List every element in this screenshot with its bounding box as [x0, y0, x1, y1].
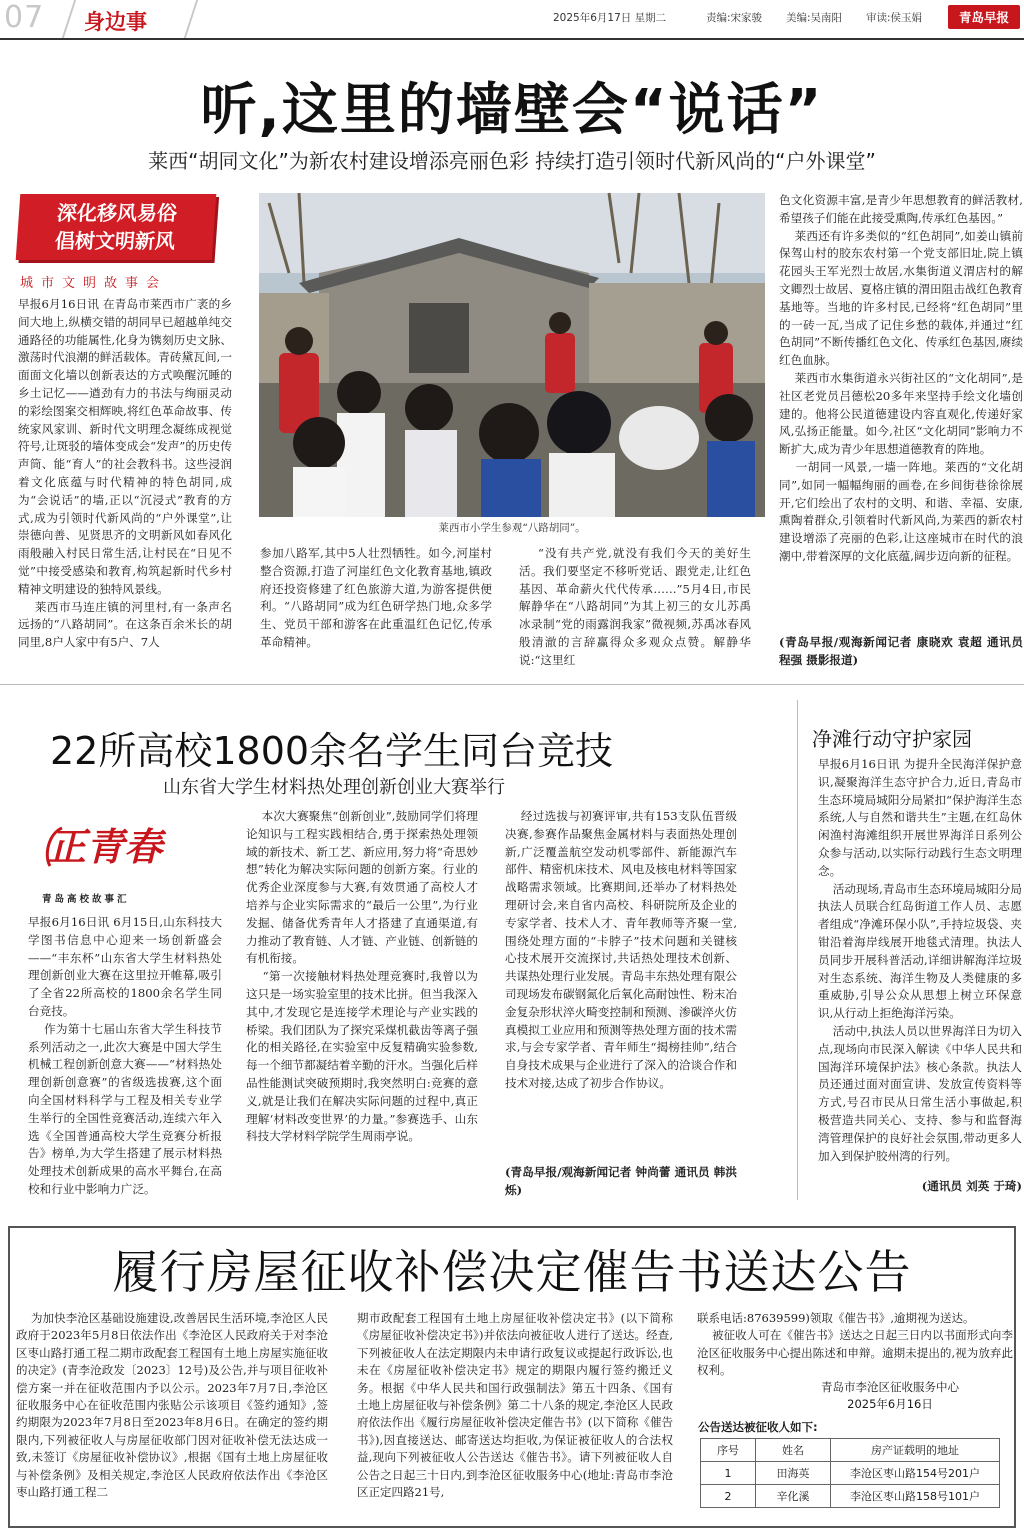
table-cell: 1: [701, 1462, 756, 1485]
table-header-row: [701, 1439, 1000, 1462]
article1-column-2: 参加八路军,其中5人壮烈牺牲。如今,河崖村整合资源,打造了河崖红色文化教育基地,镇政府还投资修建了红色旅游大道,为游客提供便利。“八路胡同”成为红色研学热门地,众多学生、党员干部和游客在此重温红色记忆,传承革命精神。: [260, 546, 492, 649]
article1-column-3: “没有共产党,就没有我们今天的美好生活。我们要坚定不移听党话、跟党走,让红色基因、革命薪火代代传承……”5月4日,市民解静华在“八路胡同”为其上初三的女儿苏禹冰录制“党的雨露润我家”微视频,苏禹冰春风般清澈的言辞赢得众多观众点赞。解静华说:“这里红: [519, 546, 751, 667]
article1-column-4: 色文化资源丰富,是青少年思想教育的鲜活教材,希望孩子们能在此接受熏陶,传承红色基因。” 莱西还有许多类似的“红色胡同”,如姜山镇前保驾山村的胶东农村第一个党支部旧址,院上镇花园头王军光烈士故居,水集街道义渭店村的解文卿烈士故居、夏格庄镇的渭田阻击战红色教育基地等。当地的许多村民,已经将“红色胡同”里的一砖一瓦,当成了记住乡愁的载体,并通过“红色胡同”不断传播红色文化、传承红色基因,赓续红色血脉。 莱西市水集街道永兴街社区的“文化胡同”,是社区老党员吕德松20多年来坚持手绘文化墙创建的。他将公民道德建设内容直观化,传递好家风,弘扬正能量。如今,社区“文化胡同”影响力不断扩大,成为青少年思想道德教育的阵地。 一胡同一风景,一墙一阵地。莱西的“文化胡同”,如同一幅幅绚丽的画卷,在乡间街巷徐徐展开,它们绘出了农村的文明、和谐、幸福、安康,熏陶着群众,引领着时代新风尚,为莱西的新农村建设增添了亮丽的色彩,让这座城市在时代的浪潮中,带着深厚的文化底蕴,阔步迈向新的征程。: [779, 193, 1023, 563]
header-divider: [184, 0, 198, 38]
notice-column-3: 联系电话:87639599)领取《催告书》,逾期视为送达。 被征收人可在《催告书》送达之日起三日内以书面形式向李沧区征收服务中心提出陈述和申辩。逾期未提出的,视为放弃此权利。: [697, 1311, 1013, 1378]
section-divider: [0, 684, 1024, 685]
news-photo: [259, 193, 765, 517]
column-stamp: [16, 194, 217, 260]
table-cell: 田海英: [756, 1462, 831, 1485]
article2-column-3: 经过选拔与初赛评审,共有153支队伍晋级决赛,参赛作品聚焦金属材料与表面热处理创新,广泛覆盖航空发动机零部件、新能源汽车部件、精密机床技术、风电及核电材料等国家战略需求领域。比赛期间,还举办了材料热处理研讨会,来自省内高校、科研院所及企业的专家学者、技术人才、青年教师等齐聚一堂,围绕处理方面的“卡脖子”技术问题和关键核心技术展开交流探讨,共话热处理技术创新、共谋热处理行业发展。青岛丰东热处理有限公司现场发布碳钢氮化后氧化高耐蚀性、粉末冶金复杂形状淬火畸变控制和预测、渗碳淬火仿真模拟工业应用和预测等热处理方面的技术需求,与会专家学者、青年师生“揭榜挂帅”,结合自身技术成果与企业进行了深入的洽谈合作和技术对接,达成了初步合作协议。: [505, 809, 737, 1090]
table-cell: 辛化溪: [756, 1485, 831, 1508]
notice-column-2: 期市政配套工程国有土地上房屋征收补偿决定书》(以下简称《房屋征收补偿决定书》)并依法向被征收人进行了送达。经查,下列被征收人在法定期限内未申请行政复议或提起行政诉讼,也未在《房屋征收补偿决定书》规定的期限内履行签约搬迁义务。根据《中华人民共和国行政强制法》第五十四条、《国有土地上房屋征收与补偿条例》第二十八条的规定,李沧区人民政府依法作出《履行房屋征收补偿决定催告书》(以下简称《催告书》),因直接送达、邮寄送达均拒收,为保证被征收人的合法权益,现向下列被征收人公告送达《催告书》。请下列被征收人自公告之日起三十日内,到李沧区征收服务中心(地址:青岛市李沧区正定四路21号,: [357, 1311, 673, 1500]
column-logo-text: 正青春: [48, 824, 163, 869]
newspaper-logo: 青岛早报: [948, 5, 1020, 29]
article1-byline: (青岛早报/观海新闻记者 康晓欢 袁超 通讯员 程强 摄影报道): [779, 635, 1023, 667]
photo-illustration: [259, 193, 765, 517]
article2-column-1: 早报6月16日讯 6月15日,山东科技大学图书信息中心迎来一场创新盛会——“丰东杯”山东省大学生材料热处理创新创业大赛在这里拉开帷幕,吸引了全省22所高校的1800余名学生同台竞技。 作为第十七届山东省大学生科技节系列活动之一,此次大赛是中国大学生机械工程创新创意大赛——“材料热处理创新创意赛”的省级选拔赛,这个面向全国材料科学与工程及相关专业学生举行的全国性竞赛活动,连续六年入选《全国普通高校大学生竞赛分析报告》榜单,为大学生搭建了展示材料热处理技术创新成果的高水平舞台,在高校和行业中影响力广泛。: [28, 915, 222, 1196]
article3-headline: 净滩行动守护家园: [812, 727, 972, 751]
table-row: [701, 1462, 1000, 1485]
photo-caption: 莱西市小学生参观“八路胡同”。: [438, 522, 586, 534]
proofreader: 审读:侯玉娟: [866, 12, 923, 24]
notice-signature-org: 青岛市李沧区征收服务中心: [821, 1380, 959, 1394]
notice-table-title: 公告送达被征收人如下:: [698, 1420, 818, 1434]
section-title: 身边事: [84, 10, 147, 34]
column-divider: [797, 700, 798, 1200]
header-rule: [0, 38, 1024, 40]
column-logo-subtitle: 青岛高校故事汇: [42, 894, 130, 905]
article2-subheadline: 山东省大学生材料热处理创新创业大赛举行: [163, 777, 505, 798]
notice-headline: 履行房屋征收补偿决定催告书送达公告: [112, 1245, 912, 1299]
table-header-cell: 房产证载明的地址: [831, 1439, 1000, 1462]
table-header-cell: 序号: [701, 1439, 756, 1462]
table-header-cell: 姓名: [756, 1439, 831, 1462]
column-logo: [38, 816, 178, 876]
table-cell: 李沧区枣山路158号101户: [831, 1485, 1000, 1508]
table-cell: 李沧区枣山路154号201户: [831, 1462, 1000, 1485]
header-divider: [62, 0, 76, 38]
article1-headline: 听,这里的墙壁会“说话”: [200, 78, 824, 143]
article1-column-1: 早报6月16日讯 在青岛市莱西市广袤的乡间大地上,纵横交错的胡同早已超越单纯交通路径的功能属性,化身为镌刻历史文脉、激荡时代浪潮的鲜活载体。青砖黛瓦间,一面面文化墙以创新表达的方式唤醒沉睡的乡土记忆——遒劲有力的书法与绚丽灵动的彩绘图案交相辉映,将红色革命故事、传统家风家训、新时代文明理念凝练成视觉符号,让斑驳的墙体变成会“发声”的历史传声筒、能“育人”的社会教科书。这些浸润着文化底蕴与时代精神的特色胡同,成为“会说话”的墙,正以“沉浸式”教育的方式,成为引领时代新风尚的“户外课堂”,让崇德向善、见贤思齐的文明新风如春风化雨般融入村民日常生活,让村民在“日见不觉”中接受感染和教育,构筑起新时代乡村精神文明建设的独特风景线。 莱西市马连庄镇的河里村,有一条声名远扬的“八路胡同”。在这条百余米长的胡同里,8户人家中有5户、7人: [18, 297, 233, 650]
article1-subheadline: 莱西“胡同文化”为新农村建设增添亮丽色彩 持续打造引领时代新风尚的“户外课堂”: [148, 149, 876, 173]
designer: 美编:吴南阳: [786, 12, 843, 24]
brush-logo-art: [38, 816, 178, 878]
column-stamp-subtitle: 城市文明故事会: [20, 276, 168, 291]
stamp-line-2: 倡树文明新风: [54, 229, 176, 253]
table-row: [701, 1485, 1000, 1508]
page-number: 07: [4, 0, 45, 35]
notice-column-1: 为加快李沧区基础设施建设,改善居民生活环境,李沧区人民政府于2023年5月8日依法作出《李沧区人民政府关于对李沧区枣山路打通工程二期市政配套工程国有土地上房屋实施征收的决定》(青李沧政发〔2023〕12号)及公告,并与项目征收补偿方案一并在征收范围内予以公示。2023年7月7日,李沧区征收服务中心在征收范围内张贴公示该项目《签约通知》,签约期限为2023年7月8日至2023年8月6日。在确定的签约期限内,下列被征收人与房屋征收部门因对征收补偿无法达成一致,未签订《房屋征收补偿协议》,根据《国有土地上房屋征收与补偿条例》及相关规定,李沧区人民政府依法作出《李沧区枣山路打通工程二: [16, 1311, 328, 1500]
stamp-line-1: 深化移风易俗: [56, 201, 178, 225]
issue-date: 2025年6月17日 星期二: [553, 12, 667, 24]
editor: 责编:宋家骏: [706, 12, 763, 24]
article3-body: 早报6月16日讯 为提升全民海洋保护意识,凝聚海洋生态守护合力,近日,青岛市生态环境局城阳分局紧扣“保护海洋生态系统,人与自然和谐共生”主题,在红岛休闲渔村海滩组织开展世界海洋日系列公众参与活动,以实际行动践行生态文明理念。 活动现场,青岛市生态环境局城阳分局执法人员联合红岛街道工作人员、志愿者组成“净滩环保小队”,手持垃圾袋、夹钳沿着海岸线展开地毯式清理。执法人员同步开展科普活动,详细讲解海洋垃圾对生态系统、海洋生物及人类健康的多重威胁,引导公众从思想上树立环保意识,从行动上拒绝海洋污染。 活动中,执法人员以世界海洋日为切入点,现场向市民深入解读《中华人民共和国海洋环境保护法》核心条款。执法人员还通过面对面宣讲、发放宣传资料等方式,号召市民从日常生活小事做起,积极营造共同关心、支持、参与和监督海湾管理保护的良好社会氛围,带动更多人加入到保护胶州湾的行列。: [818, 757, 1023, 1163]
expropriation-table: [700, 1438, 1000, 1508]
article2-byline: (青岛早报/观海新闻记者 钟尚蕾 通讯员 韩洪烁): [505, 1165, 737, 1197]
table-cell: 2: [701, 1485, 756, 1508]
article3-byline: (通讯员 刘英 于琦): [921, 1179, 1022, 1193]
notice-signature-date: 2025年6月16日: [847, 1397, 933, 1411]
article2-headline: 22所高校1800余名学生同台竞技: [50, 729, 614, 773]
article2-column-2: 本次大赛聚焦“创新创业”,鼓励同学们将理论知识与工程实践相结合,勇于探索热处理领域的新技术、新工艺、新应用,努力将“奇思妙想”转化为解决实际问题的创新方案。行业的优秀企业深度参与大赛,有效贯通了高校人才培养与企业实际需求的“最后一公里”,为行业发掘、储备优秀青年人才搭建了直通渠道,有力推动了教育链、人才链、产业链、创新链的有机衔接。 “第一次接触材料热处理竞赛时,我曾以为这只是一场实验室里的技术比拼。但当我深入其中,才发现它是连接学术理论与产业实践的桥梁。我们团队为了探究采煤机截齿等离子强化的相关路径,在实验室中反复精确实验参数,每一个细节都凝结着辛勤的汗水。当强化后样品性能测试突破预期时,我突然明白:竞赛的意义,就是让我们在解决实际问题的过程中,真正理解‘材料改变世界’的力量。”参赛选手、山东科技大学材料学院学生周雨亭说。: [246, 809, 478, 1144]
